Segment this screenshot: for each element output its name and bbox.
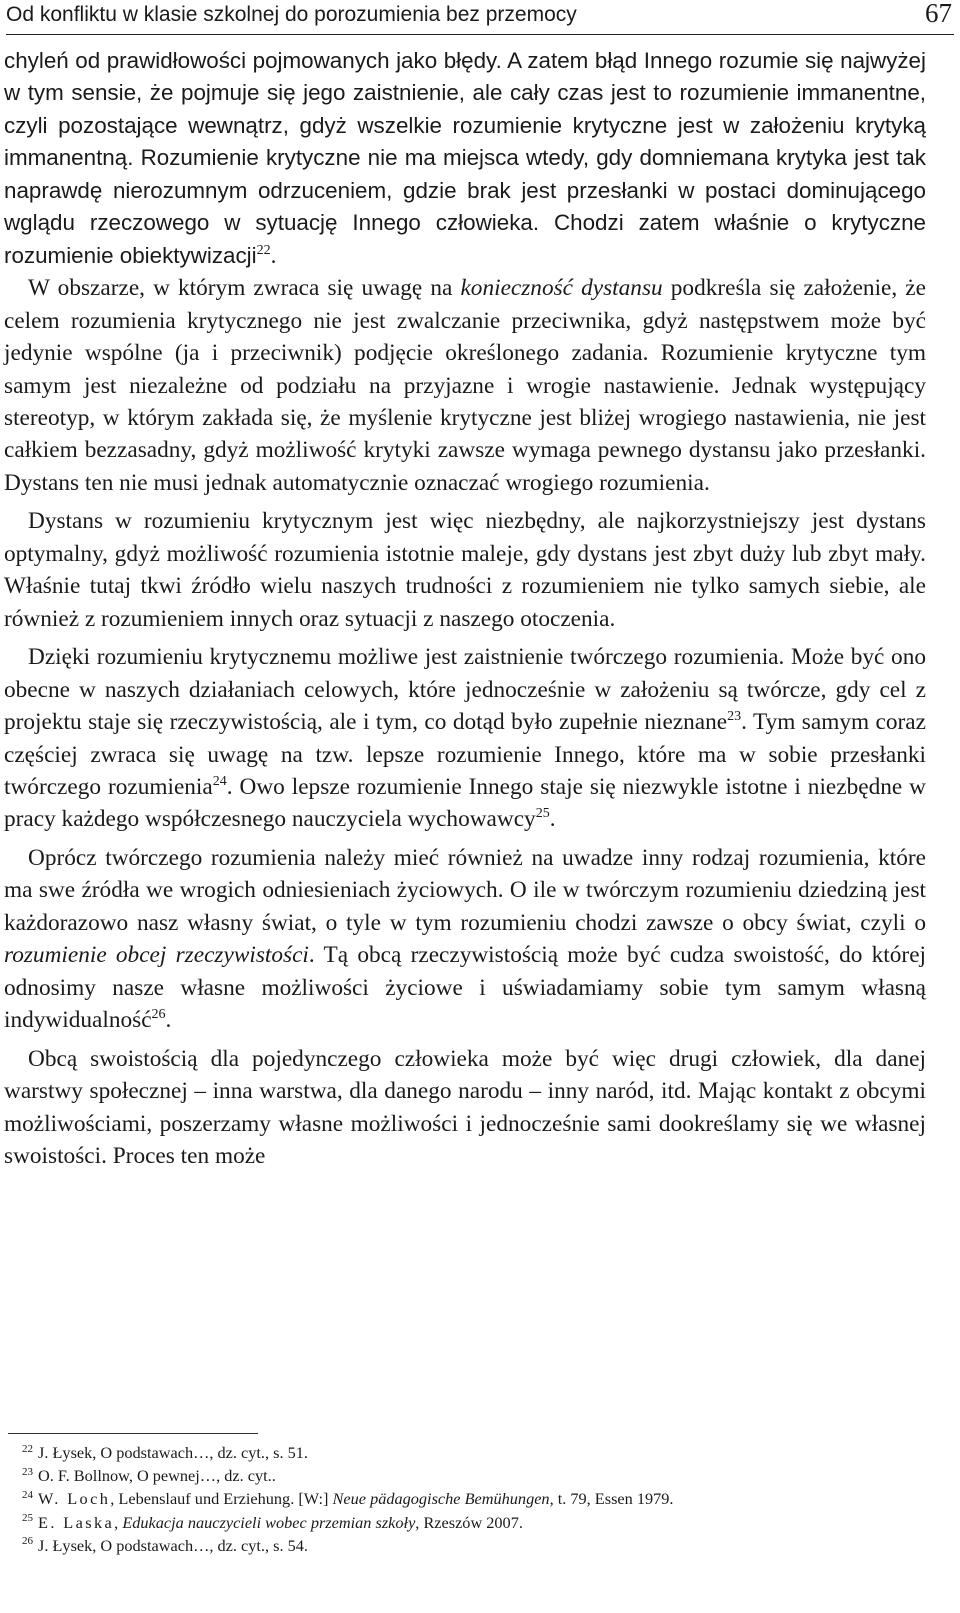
paragraph-5 — [4, 842, 926, 1037]
paragraph-1-end: . — [270, 242, 277, 269]
footnotes — [22, 1441, 922, 1557]
paragraph-2-part-b: podkreśla się założenie, że celem rozumienia krytycznego nie jest zwalczanie przeciwnika, gdyż następstwem może być jedynie wspólne (ja i przeciwnik) podjęcie określonego zadania. Rozumienie krytyczne tym samym jest niezależne od podziału na przyjazne i wrogie nastawienie. Jednak występujący stereotyp, w którym zakłada się, że myślenie krytyczne jest bliżej wrogiego nastawienia, nie jest całkiem bezzasadny, gdyż możliwość krytyki zawsze wymaga pewnego dystansu jako przesłanki. Dystans ten nie musi jednak automatycznie oznaczać wrogiego rozumienia. — [4, 275, 926, 496]
footnote-number: 26 — [22, 1535, 33, 1548]
footnote-text: , Lebenslauf und Erziehung. [W:] — [110, 1489, 333, 1509]
paragraph-5-end: . — [165, 1007, 172, 1034]
paragraph-1-part-c: Rozumienie krytyczne nie ma miejsca wtedy, gdy domniemana krytyka jest tak naprawdę nierozumnym odrzuceniem, gdzie brak jest przesłanki w postaci dominującego wglądu rzeczowego w sytuację Innego człowieka. Chodzi zatem właśnie o krytyczne rozumienie obiektywizacji — [4, 145, 926, 268]
body-text — [4, 45, 926, 1172]
footnote-tail: , Rzeszów 2007. — [415, 1512, 523, 1532]
paragraph-4-part-a: Dzięki rozumieniu krytycznemu możliwe jest zaistnienie twórczego rozumienia. Może być ono obecne w naszych działaniach celowych, które jednocześnie w założeniu są twórcze, gdy cel z projektu staje się rzeczywistością, ale i tym, co dotąd było zupełnie nieznane — [4, 644, 926, 736]
footnote-ref-22: 22 — [256, 242, 271, 258]
footnote-number: 23 — [22, 1465, 33, 1478]
footnote-23 — [22, 1464, 922, 1487]
page-number: 67 — [925, 0, 952, 28]
paragraph-6: Obcą swoistością dla pojedynczego człowieka może być więc drugi człowiek, dla danej warstwy społecznej – inna warstwa, dla danego narodu – inny naród, itd. Mając kontakt z obcymi możliwościami, poszerzamy własne możliwości i jednocześnie sami dookreślamy się we własnej swoistości. Proces ten może — [4, 1045, 926, 1169]
paragraph-4-part-c: . Owo lepsze rozumienie Innego staje się niezwykle istotne i niezbędne w pracy każdego współczesnego nauczyciela wychowawcy — [4, 773, 926, 833]
running-title: Od konfliktu w klasie szkolnej do porozumienia bez przemocy — [6, 3, 577, 26]
footnote-24 — [22, 1487, 922, 1510]
footnote-title: Edukacja nauczycieli wobec przemian szkoły — [122, 1512, 416, 1532]
footnote-number: 24 — [22, 1488, 33, 1501]
footnote-separator — [8, 1433, 258, 1434]
paragraph-1-part-b: A zatem błąd Innego rozumie się najwyżej w tym sensie, że pojmuje się jego zaistnienie, ale cały czas jest to rozumienie immanentne, czyli pozostające wewnątrz, gdyż wszelkie rozumienie krytyczne jest w założeniu krytyką immanentną. — [4, 48, 926, 171]
footnote-author: W. Loch — [38, 1489, 111, 1509]
footnote-author: E. Laska — [38, 1512, 115, 1532]
paragraph-3: Dystans w rozumieniu krytycznym jest więc niezbędny, ale najkorzystniejszy jest dystans optymalny, gdyż możliwość rozumienia istotnie maleje, gdy dystans jest zbyt duży lub zbyt mały. Właśnie tutaj tkwi źródło wielu naszych trudności z rozumieniem nie tylko samych siebie, ale również z rozumieniem innych oraz sytuacji z naszego otoczenia. — [4, 508, 926, 632]
footnote-number: 25 — [22, 1512, 33, 1525]
footnote-text: J. Łysek, O podstawach…, dz. cyt., s. 54. — [38, 1535, 308, 1555]
footnote-text: , — [114, 1512, 123, 1532]
footnote-tail: , t. 79, Essen 1979. — [549, 1489, 674, 1509]
paragraph-5-part-b: . Tą obcą rzeczywistością może być cudza swoistość, do której odnosimy nasze własne możliwości życiowe i uświadamiamy sobie tym samym własną indywidualność — [4, 942, 927, 1034]
footnote-text: O. F. Bollnow, O pewnej…, dz. cyt.. — [38, 1466, 276, 1486]
footnote-22 — [22, 1441, 922, 1464]
paragraph-4-part-b: . Tym samym coraz częściej zwraca się uwagę na tzw. lepsze rozumienie Innego, które ma w sobie przesłanki twórczego rozumienia — [4, 709, 926, 800]
paragraph-1-part-a: chyleń od prawidłowości pojmowanych jako błędy. — [4, 48, 502, 73]
paragraph-4 — [4, 641, 926, 836]
paragraph-1 — [4, 45, 926, 272]
paragraph-2 — [4, 272, 926, 499]
footnote-25 — [22, 1511, 922, 1534]
footnote-ref-25: 25 — [535, 806, 550, 822]
footnote-ref-23: 23 — [727, 709, 742, 725]
footnote-26 — [22, 1534, 922, 1557]
paragraph-2-emphasis: konieczność dystansu — [460, 275, 663, 302]
footnote-ref-24: 24 — [212, 774, 227, 790]
paragraph-2-part-a: W obszarze, w którym zwraca się uwagę na — [28, 275, 461, 302]
footnote-title: Neue pädagogische Bemühungen — [332, 1489, 550, 1509]
paragraph-5-part-a: Oprócz twórczego rozumienia należy mieć również na uwadze inny rodzaj rozumienia, które ma swe źródła we wrogich odniesieniach życiowych. O ile w twórczym rozumieniu dziedziną jest każdorazowo nasz własny świat, o tyle w tym rozumieniu chodzi zawsze o obcy świat, czyli o — [4, 844, 926, 936]
running-header — [6, 0, 954, 35]
footnote-number: 22 — [22, 1442, 33, 1455]
paragraph-4-end: . — [549, 806, 556, 833]
footnote-ref-26: 26 — [151, 1007, 166, 1023]
paragraph-5-emphasis: rozumienie obcej rzeczywistości — [4, 942, 309, 969]
footnote-text: J. Łysek, O podstawach…, dz. cyt., s. 51. — [38, 1443, 308, 1462]
